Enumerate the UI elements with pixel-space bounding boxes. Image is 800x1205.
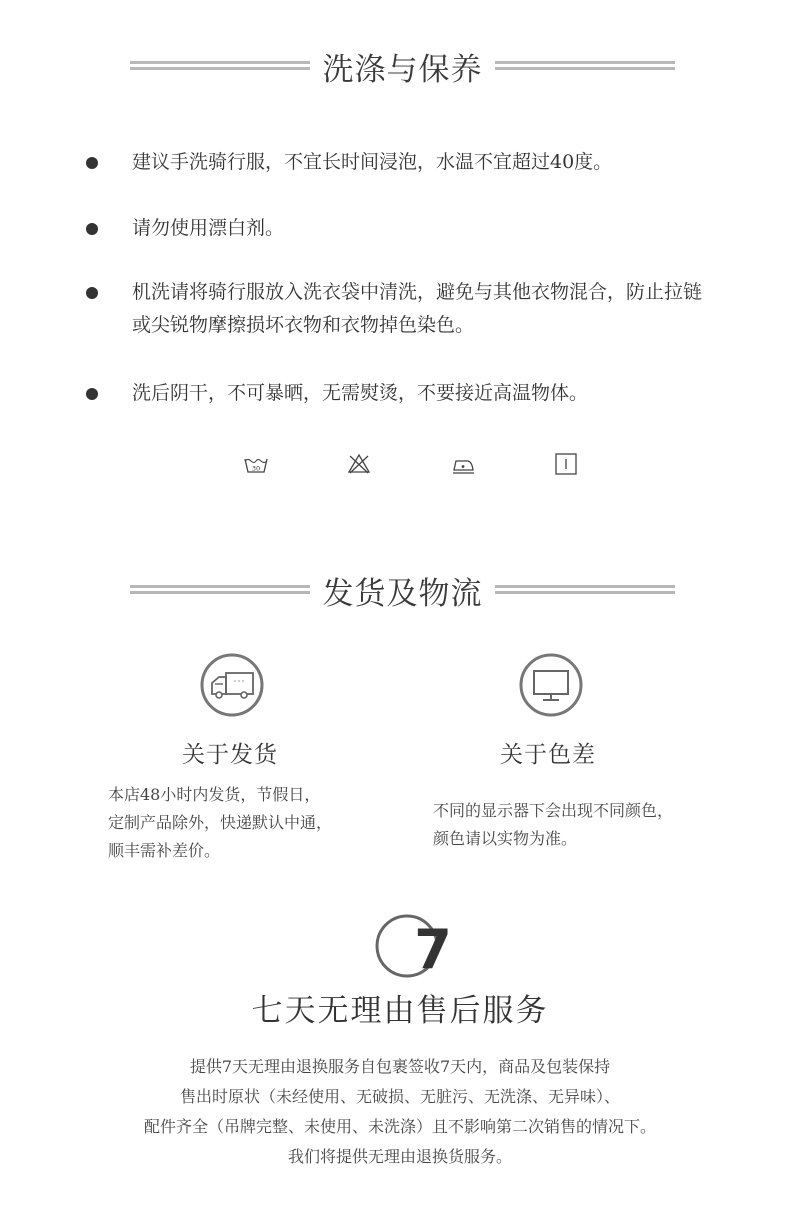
- bullet-dot: [86, 287, 98, 299]
- delivery-line: 定制产品除外，快递默认中通，: [108, 813, 333, 832]
- wash-temp-label: 30: [251, 464, 261, 473]
- bullet-text: 建议手洗骑行服，不宜长时间浸泡，水温不宜超过40度。: [132, 151, 613, 173]
- bullet-text: 请勿使用漂白剂。: [132, 217, 285, 239]
- hand-wash-30-icon: [244, 452, 268, 476]
- service-line: 售出时原状（未经使用、无破损、无脏污、无洗涤、无异味）、: [179, 1087, 620, 1106]
- seven-day-badge: [374, 912, 454, 984]
- service-title: 七天无理由售后服务: [251, 993, 549, 1029]
- delivery-title: 关于发货: [182, 742, 278, 768]
- color-line: 不同的显示器下会出现不同颜色，: [433, 801, 674, 820]
- delivery-line: 顺丰需补差价。: [108, 841, 221, 860]
- low-iron-icon: [451, 452, 475, 476]
- service-line: 我们将提供无理由退换货服务。: [287, 1147, 512, 1166]
- service-line: 配件齐全（吊牌完整、未使用、未洗涤）且不影响第二次销售的情况下。: [143, 1117, 656, 1136]
- service-text: [0, 1052, 800, 1172]
- care-bullet-2: [86, 212, 706, 245]
- truck-icon: [200, 653, 264, 717]
- bullet-text: 洗后阴干，不可暴晒，无需熨烫，不要接近高温物体。: [132, 382, 589, 404]
- care-section-heading: [130, 40, 675, 90]
- monitor-icon: [519, 653, 583, 717]
- shipping-section-heading: [130, 564, 675, 614]
- line-dry-icon: [554, 452, 578, 476]
- seven-badge-number: 7: [414, 918, 452, 981]
- color-text: [433, 797, 673, 853]
- bullet-dot: [86, 157, 98, 169]
- color-line: 颜色请以实物为准。: [433, 829, 578, 848]
- delivery-line: 本店48小时内发货，节假日，: [108, 785, 321, 804]
- delivery-text: [108, 781, 332, 865]
- care-heading: 洗涤与保养: [322, 52, 483, 88]
- bullet-dot: [86, 223, 98, 235]
- service-line: 提供7天无理由退换服务自包裹签收7天内，商品及包装保持: [189, 1057, 611, 1076]
- color-title: 关于色差: [500, 742, 596, 768]
- bullet-text: 机洗请将骑行服放入洗衣袋中清洗，避免与其他衣物混合，防止拉链或尖锐物摩擦损坏衣物和衣物掉色染色。: [132, 281, 703, 336]
- no-bleach-icon: [347, 452, 371, 476]
- care-bullet-3: [86, 276, 706, 342]
- care-bullet-4: [86, 377, 706, 410]
- bullet-dot: [86, 388, 98, 400]
- shipping-heading: 发货及物流: [322, 576, 483, 612]
- care-bullet-1: [86, 146, 706, 179]
